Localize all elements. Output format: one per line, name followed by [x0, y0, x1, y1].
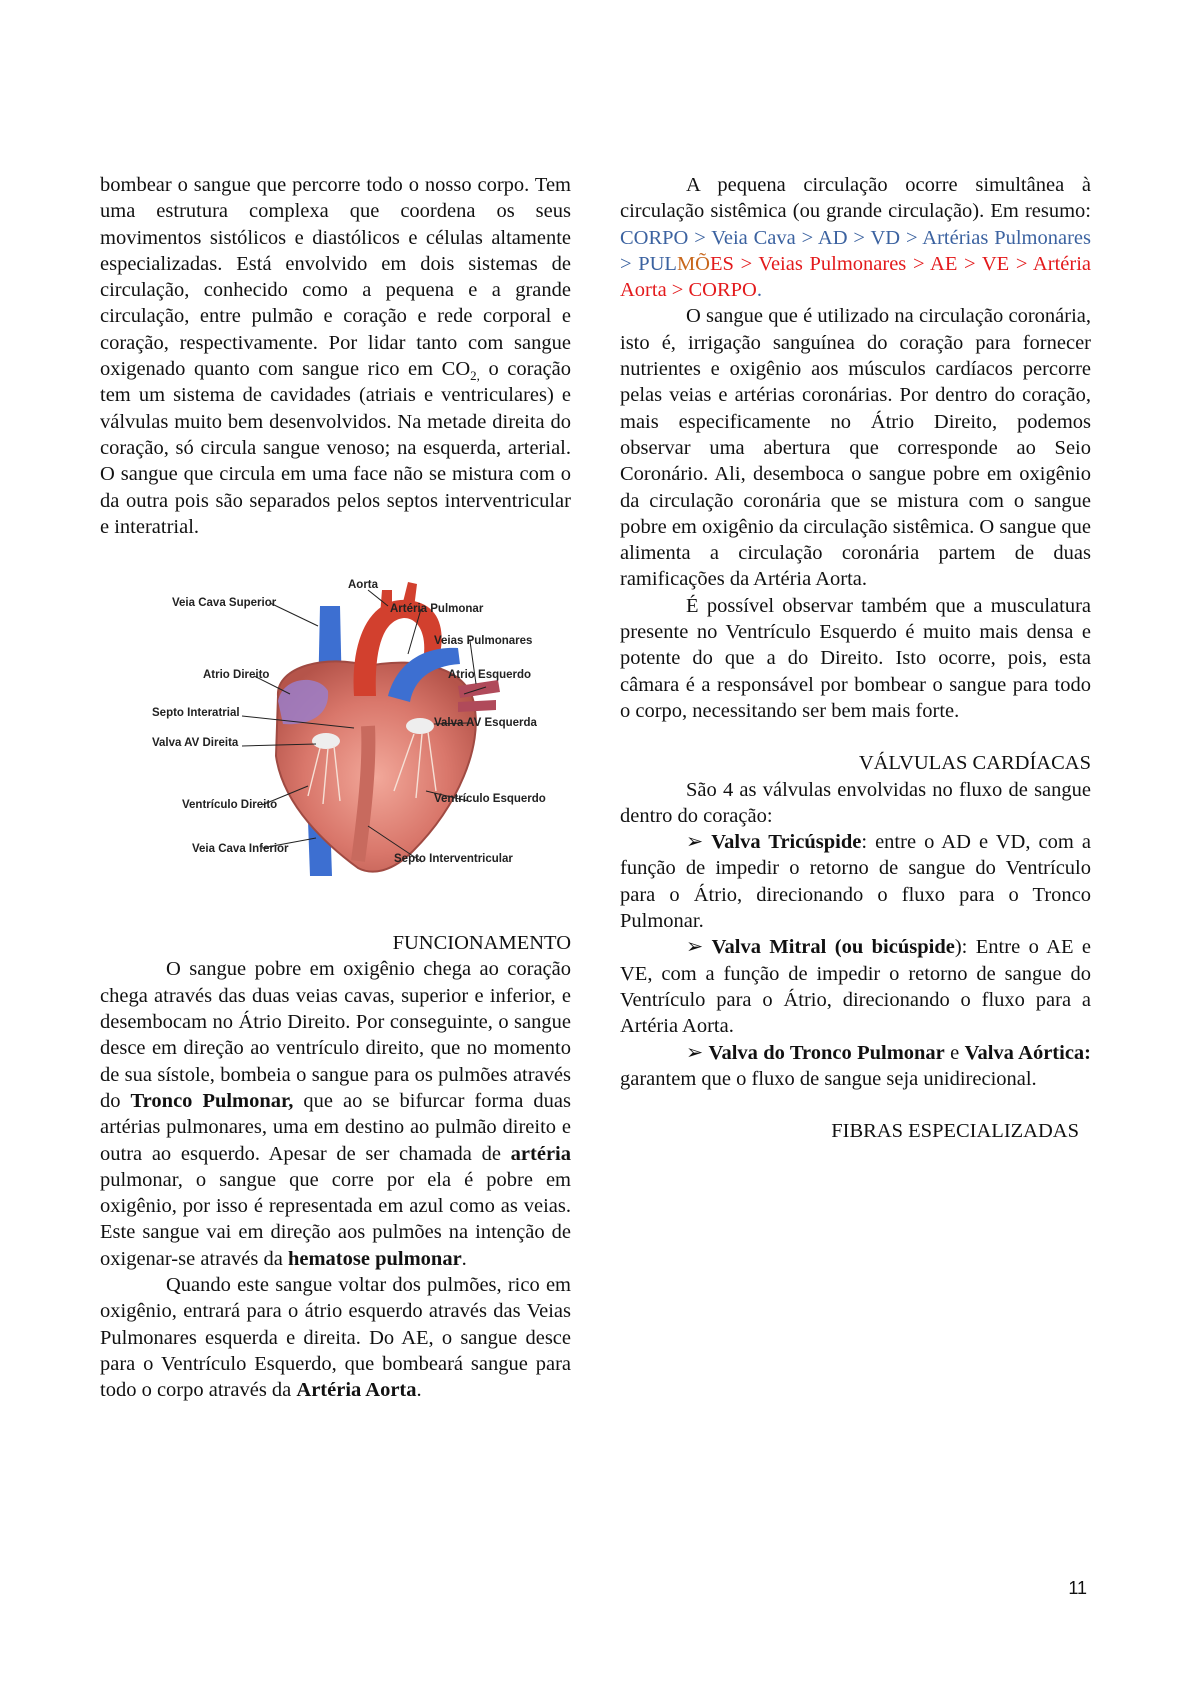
paragraph-ventriculo-esquerdo: É possível observar também que a musculatura presente no Ventrículo Esquerdo é muito mais densa e potente do que a do Direito. Isto ocorre, pois, esta câmara é a responsável por bombear o sangue para todo o corpo, necessitando ser bem mais forte.	[620, 594, 1091, 722]
arrow-bullet-icon: ➢	[686, 1041, 709, 1064]
paragraph-funcionamento-1: O sangue pobre em oxigênio chega ao coração chega através das duas veias cavas, superior e inferior, e desembocam no Átrio Direito. Por conseguinte, o sangue desce em direção ao ventrículo direito, que no momento de sua sístole, bombeia o sangue para os pulmões através do Tronco Pulmonar, que ao se bifurcar forma duas artérias pulmonares, uma em destino ao pulmão direito e outra ao esquerdo. Apesar de ser chamada de artéria pulmonar, o sangue que corre por ela é pobre em oxigênio, por isso é representada em azul como as veias. Este sangue vai em direção aos pulmões na intenção de oxigenar-se através da hematose pulmonar.	[100, 958, 571, 1270]
paragraph-circulacao-coronaria: O sangue que é utilizado na circulação coronária, isto é, irrigação sanguínea do coração para fornecer nutrientes e oxigênio aos músculos cardíacos percorre pelas veias e artérias coronárias. Por dentro do coração, mais especificamente no Átrio Direito, podemos observar uma abertura que corresponde ao Seio Coronário. Ali, desemboca o sangue pobre em oxigênio da circulação coronária que se mistura com o sangue pobre em oxigênio da circulação sistêmica. O sangue que alimenta a circulação coronária partem de duas ramificações da Artéria Aorta.	[620, 305, 1091, 591]
paragraph-valvulas-intro: São 4 as válvulas envolvidas no fluxo de sangue dentro do coração:	[620, 778, 1091, 827]
bullet-valva-pulmonar-aortica: ➢ Valva do Tronco Pulmonar e Valva Aórtica: garantem que o fluxo de sangue seja unidirecional.	[620, 1041, 1091, 1090]
label-atrio-direito: Atrio Direito	[203, 669, 270, 682]
label-ventriculo-esquerdo: Ventrículo Esquerdo	[434, 793, 546, 806]
heart-diagram	[152, 576, 578, 906]
label-arteria-pulmonar: Artéria Pulmonar	[390, 603, 484, 616]
label-veia-cava-superior: Veia Cava Superior	[172, 597, 277, 610]
label-veia-cava-inferior: Veia Cava Inferior	[192, 843, 289, 856]
label-aorta: Aorta	[348, 579, 379, 592]
label-valva-av-esquerda: Valva AV Esquerda	[434, 717, 537, 730]
page-number: 11	[1068, 1578, 1087, 1598]
left-column	[100, 172, 571, 1404]
arrow-bullet-icon: ➢	[686, 936, 712, 959]
paragraph-funcionamento-2: Quando este sangue voltar dos pulmões, rico em oxigênio, entrará para o átrio esquerdo através das Veias Pulmonares esquerda e direita. Do AE, o sangue desce para o Ventrículo Esquerdo, que bombeará sangue para todo o corpo através da Artéria Aorta.	[100, 1274, 571, 1402]
bullet-valva-tricuspide: ➢ Valva Tricúspide: entre o AD e VD, com a função de impedir o retorno de sangue do Ventrículo para o Átrio, direcionando o fluxo para o Tronco Pulmonar.	[620, 831, 1091, 933]
label-septo-interatrial: Septo Interatrial	[152, 707, 240, 720]
heading-funcionamento: FUNCIONAMENTO	[392, 932, 571, 955]
bullet-valva-mitral: ➢ Valva Mitral (ou bicúspide): Entre o AE e VE, com a função de impedir o retorno de sangue do Ventrículo para o Átrio, direcionando o fluxo para a Artéria Aorta.	[620, 936, 1091, 1038]
label-ventriculo-direito: Ventrículo Direito	[182, 799, 278, 812]
heading-valvulas: VÁLVULAS CARDÍACAS	[858, 752, 1091, 775]
label-septo-interventricular: Septo Interventricular	[394, 853, 513, 866]
right-column	[620, 172, 1091, 1144]
label-valva-av-direita: Valva AV Direita	[152, 737, 239, 750]
heading-fibras: FIBRAS ESPECIALIZADAS	[831, 1120, 1079, 1143]
label-atrio-esquerdo: Atrio Esquerdo	[448, 669, 532, 682]
paragraph-pequena-circulacao: A pequena circulação ocorre simultânea à circulação sistêmica (ou grande circulação). Em resumo: CORPO > Veia Cava > AD > VD > Artérias Pulmonares > PULMÕES > Veias Pulmonares > AE > VE > Artéria Aorta > CORPO.	[620, 174, 1091, 302]
label-veias-pulmonares: Veias Pulmonares	[434, 635, 533, 648]
arrow-bullet-icon: ➢	[686, 831, 712, 854]
intro-paragraph: bombear o sangue que percorre todo o nosso corpo. Tem uma estrutura complexa que coordena os seus movimentos sistólicos e diastólicos e células altamente especializadas. Está envolvido em dois sistemas de circulação, conhecido como a pequena e a grande circulação, entre pulmão e coração e rede corporal e coração, respectivamente. Por lidar tanto com sangue oxigenado quanto com sangue rico em $CO_{2,}$ o coração tem um sistema de cavidades (atriais e ventriculares) e válvulas muito bem desenvolvidos. Na metade direita do coração, só circula sangue venoso; na esquerda, arterial. O sangue que circula em uma face não se mistura com o da outra pois são separados pelos septos interventricular e interatrial.	[100, 174, 571, 538]
